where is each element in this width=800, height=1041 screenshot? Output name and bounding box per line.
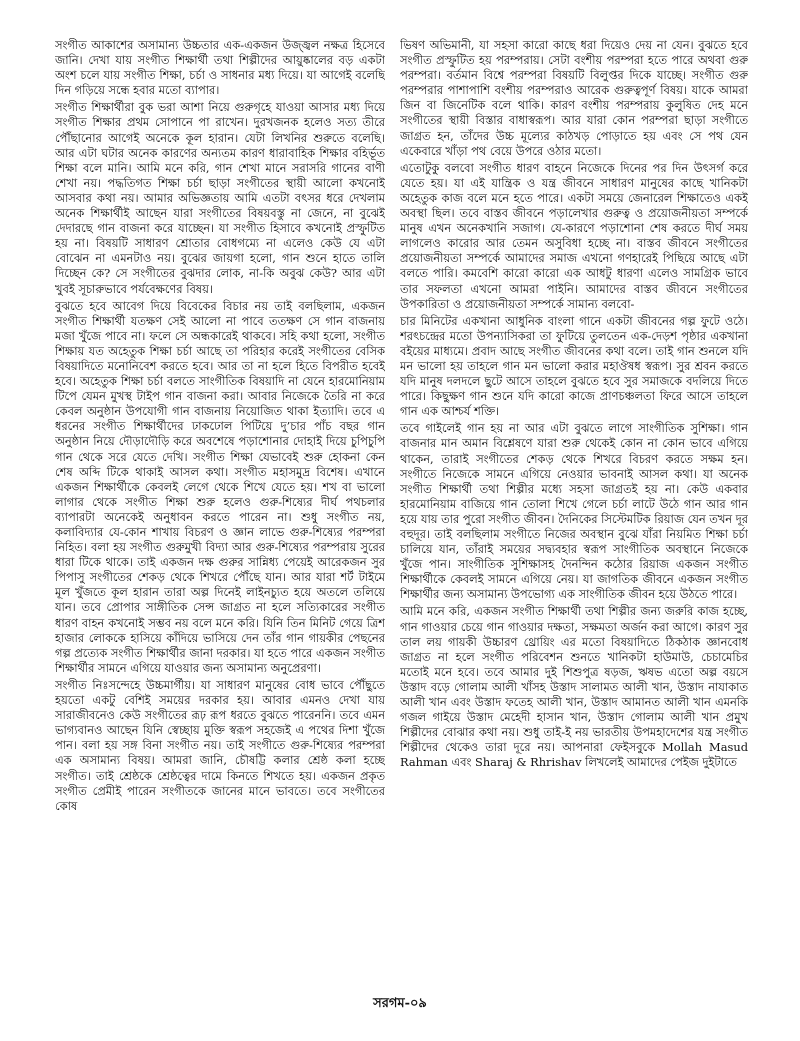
- right-column: [400, 38, 748, 978]
- left-paragraph-2: সংগীত শিক্ষার্থীরা বুক ভরা আশা নিয়ে গুরুগৃহে যাওয়া আসার মধ্য দিয়ে সংগীত শিক্ষার প্রথম সোপানে পা রাখেন। দুরখজনক হলেও সত্য তীরে পৌঁছানোর আগেই অনেকে কূল হারান। যেটা লিখনির শুরুতে বলেছি। আর এটা ঘটার অনেক কারণের অন্যতম কারণ ধারাবাহিক শিক্ষার বহির্ভূত শিক্ষা বলে মানি। আমি মনে করি, গান শেখা মানে সরাসরি গানের বাণী শেখা নয়। পদ্ধতিগত শিক্ষা চর্চা ছাড়া সংগীতের স্থায়ী আলো কখনোই আসবার কথা নয়। আমার অভিজ্ঞতায় আমি এতটা বৎসর ধরে দেখলাম অনেক শিক্ষার্থীই আছেন যারা সংগীতের বিষয়বস্তু না জেনে, না বুঝেই দেদারছে গান বাজনা করে যাচ্ছেন। যা সংগীত হিসাবে কখনোই প্রস্ফুটিত হয় না। বিষয়টি সাধারণ শ্রোতার বোধগম্যে না এলেও কেউ যে এটা বোঝেন না এমনটাও নয়। বুঝের জায়গা হলো, গান শুনে হাতে তালি দিচ্ছেন কে? সে সংগীতের বুঝদার লোক, না-কি অবুঝ কেউ? আর এটা খুবই সূচারুভাবে পর্যবেক্ষণের বিষয়।: [55, 100, 385, 296]
- left-paragraph-1: সংগীত আকাশের অসামান্য উচ্চতার এক-একজন উজ্জ্বল নক্ষত্র হিসেবে জানি। দেখা যায় সংগীত শিক্ষার্থী তথা শিল্পীদের আয়ুষ্কালের বড় একটা অংশ চলে যায় সংগীত শিক্ষা, চর্চা ও সাধনার মধ্য দিয়ে। যা আগেই বলেছি দিন গড়িয়ে সন্ধে হবার মতো ব্যাপার।: [55, 38, 385, 98]
- right-paragraph-1: ভিষণ অভিমানী, যা সহসা কারো কাছে ধরা দিয়েও দেয় না যেন। বুঝতে হবে সংগীত প্রস্ফুটিত হয় পরম্পরায়। সেটা বংশীয় পরম্পরা হতে পারে অথবা গুরু পরম্পরা। বর্তমান বিশ্বে পরম্পরা বিষয়টি বিলুপ্তর দিকে যাচ্ছে। সংগীত গুরু পরম্পরার পাশাপাশি বংশীয় পরম্পরাও আরেক গুরুত্বপূর্ণ বিষয়। যাকে আমরা জিন বা জিনেটিক বলে থাকি। কারণ বংশীয় পরম্পরায় কুলুষিত দেহ মনে সংগীতের স্থায়ী বিস্তার বাধাস্বরূপ। আর যারা কোন পরম্পরা ছাড়া সংগীতে জাগ্রত হন, তাঁদের উচ্চ মূল্যের কাঠখড় পোড়াতে হয় এবং সে পথ যেন একেবারে খাঁড়া পথ বেয়ে উপরে ওঠার মতো।: [400, 38, 748, 158]
- page-number: সরগম-০৯: [373, 996, 427, 1011]
- right-paragraph-3: চার মিনিটের একখানা আধুনিক বাংলা গানে একটা জীবনের গল্প ফুটে ওঠে। শরৎচন্দ্রের মতো উপন্যাসিকরা তা ফুটিয়ে তুলতেন এক-দেড়শ পৃষ্ঠার একখানা বইয়ের মাধ্যমে। প্রবাদ আছে সংগীত জীবনের কথা বলে। তাই গান শুনলে যদি মন ভালো হয় তাহলে গান মন ভালো করার মহাঔষধ স্বরূপ। সুর শ্রবন করতে যদি মানুষ দলদলে ছুটে আসে তাহলে বুঝতে হবে সুর সমাজকে বদলিয়ে দিতে পারে। কিছুক্ষণ গান শুনে যদি কারো কাজে প্রাণচঞ্চলতা ফিরে আসে তাহলে গান এক আশ্চর্য শক্তি।: [400, 313, 748, 419]
- right-paragraph-5: আমি মনে করি, একজন সংগীত শিক্ষার্থী তথা শিল্পীর জন্য জরুরি কাজ হচ্ছে, গান গাওয়ার চেয়ে গান গাওয়ার দক্ষতা, সক্ষমতা অর্জন করা আগে। কারণ সুর তাল লয় গায়কী উচ্চারণ থ্রোয়িং এর মতো বিষয়াদিতে ঠিকঠাক জ্ঞানবোধ জাগ্রত না হলে সংগীত পরিবেশন শুনতে খানিকটা হাউমাউ, চেচামেচির মতোই মনে হবে। তবে আমার দুই শিশুপুত্র ষড়জ, ঋষভ এতো অল্প বয়সে উস্তাদ বড়ে গোলাম আলী খাঁসহ উস্তাদ সালামত আলী খান, উস্তাদ নাযাকাত আলী খান এবং উস্তাদ ফতেহ আলী খান, উস্তাদ আমানত আলী খান এমনকি গজল গাইয়ে উস্তাদ মেহেদী হাসান খান, উস্তাদ গোলাম আলী খান প্রমুখ শিল্পীদের বোঝার কথা নয়। শুধু তাই-ই নয় ভারতীয় উপমহাদেশের যন্ত্র সংগীত শিল্পীদের থেকেও তারা দূরে নয়। আপনারা ফেইসবুকে Mollah Masud Rahman এবং Sharaj & Rhrishav লিখলেই আমাদের পেইজ দুইটাতে: [400, 604, 748, 770]
- right-paragraph-2: এতোটুকু বলবো সংগীত ধারণ বাহনে নিজেকে দিনের পর দিন উৎসর্গ করে যেতে হয়। যা এই যান্ত্রিক ও যন্ত্র জীবনে সাধারণ মানুষের কাছে খানিকটা অহেতুক কাজ বলে মনে হতে পারে। একটা সময়ে জেনারেল শিক্ষাতেও একই অবস্থা ছিল। তবে বাস্তব জীবনে পড়ালেখার গুরুত্ব ও প্রয়োজনীয়তা সম্পর্কে মানুষ এখন অনেকখানি সজাগ। যে-কারণে পড়াশোনা শেষ করতে দীর্ঘ সময় লাগলেও কারোর আর তেমন অসুবিধা হচ্ছে না। বাস্তব জীবনে সংগীতের প্রয়োজনীয়তা সম্পর্কে আমাদের সমাজ এখনো গণহারেই পিছিয়ে আছে এটা বলতে পারি। কমবেশি কারো কারো এক আধটু ধারণা এলেও সামগ্রিক ভাবে তার সফলতা এখনো আমরা পাইনি। আমাদের বাস্তব জীবনে সংগীতের উপকারিতা ও প্রয়োজনীয়তা সম্পর্কে সামান্য বলবো-: [400, 160, 748, 311]
- left-column: [55, 38, 385, 978]
- left-paragraph-4: সংগীত নিঃসন্দেহে উচ্চমার্গীয়। যা সাধারণ মানুষের বোধ ভাবে পৌঁছুতে হয়তো একটু বেশিই সময়ের দরকার হয়। আবার এমনও দেখা যায় সারাজীবনেও কেউ সংগীতের রূঢ় রূপ ধরতে বুঝতে পারেননি। তবে এমন ভাগ্যবানও আছেন যিনি স্বেচ্ছায় মুক্তি স্বরূপ সহজেই এ পথের দিশা খুঁজে পান। বলা হয় সঙ্গ বিনা সংগীত নয়। তাই সংগীতে গুরু-শিষ্যের পরম্পরা এক অসামান্য বিষয়। আমরা জানি, চৌষট্টি কলার শ্রেষ্ঠ কলা হচ্ছে সংগীত। তাই শ্রেষ্ঠকে শ্রেষ্ঠত্বের দামে কিনতে শিখতে হয়। একজন প্রকৃত সংগীত প্রেমীই পারেন সংগীতকে জানের মানে ভাবতে। তবে সংগীতের কোষ: [55, 677, 385, 813]
- left-paragraph-3: বুঝতে হবে আবেগ দিয়ে বিবেকের বিচার নয় তাই বলছিলাম, একজন সংগীত শিক্ষার্থী যতক্ষণ সেই আলো না পাবে ততক্ষণ সে গান বাজনায় মজা খুঁজে পাবে না। ফলে সে অন্ধকারেই থাকবে। সহি কথা হলো, সংগীত শিক্ষায় যত অহেতুক শিক্ষা চর্চা আছে তা পরিহার করেই সংগীতের বেসিক বিষয়াদিতে মনোনিবেশ করতে হবে। আর তা না হলে হিতে বিপরীত হবেই হবে। অহেতুক শিক্ষা চর্চা বলতে সাংগীতিক বিষয়াদি না যেনে হারমোনিয়াম টিপে যেমন মুখস্থ টাইপ গান বাজনা করা। আবার নিজেকে তৈরি না করে কেবল অনুষ্ঠান উপযোগী গান বাজনায় নিয়োজিত থাকা ইত্যাদি। তবে এ ধরনের সংগীত শিক্ষার্থীদের ঢাকঢোল পিটিয়ে দু’চার পাঁচ বছর গান অনুষ্ঠান নিয়ে দৌড়াদৌড়ি করে অবশেষে পড়াশোনার দোহাই দিয়ে চুপিচুপি গান থেকে সরে যেতে দেখি। সংগীত শিক্ষা যেভাবেই শুরু হোকনা কেন শেষ অব্দি টিকে থাকাই আসল কথা। সংগীত মহাসমুদ্র বিশেষ। এখানে একজন শিক্ষার্থীকে কেবলই লেগে থেকে শিখে যেতে হয়। শখ বা ভালো লাগার থেকে সংগীত শিক্ষা শুরু হলেও গুরু-শিষ্যের দীর্ঘ পথচলার ব্যাপারটা অনেকেই অনুধাবন করতে পারেন না। শুধু সংগীত নয়, কলাবিদ্যার যে-কোন শাখায় বিচরণ ও জ্ঞান লাভে গুরু-শিষ্যের পরম্পরা নিহিত। বলা হয় সংগীত গুরুমুখী বিদ্যা আর গুরু-শিষ্যের পরম্পরায় সুরের ধারা টিকে থাকে। তাই একজন দক্ষ গুরুর সান্নিধ্য পেয়েই আরেকজন সুর পিপাসু সংগীতের শেকড় থেকে শিখরে পৌঁছে যান। আর যারা শর্ট টাইমে মূল খুঁজতে কূল হারান তারা অল্প দিনেই লাইনচ্যুত হয়ে অতলে তলিয়ে যান। তবে প্রোপার সাঙ্গীতিক সেন্স জাগ্রত না হলে সত্যিকারের সংগীত ধারণ বাহন কখনোই সম্ভব নয় বলে মনে করি। যিনি তিন মিনিট গেয়ে ত্রিশ হাজার লোককে হাসিয়ে কাঁদিয়ে ভাসিয়ে দেন তাঁর গান গায়কীর পেছনের গল্প প্রত্যেক সংগীত শিক্ষার্থীর জানা দরকার। যা হতে পারে একজন সংগীত শিক্ষার্থীর সামনে এগিয়ে যাওয়ার জন্য অসামান্য অনুপ্রেরণা।: [55, 298, 385, 675]
- right-paragraph-4: তবে গাইলেই গান হয় না আর এটা বুঝতে লাগে সাংগীতিক সুশিক্ষা। গান বাজনার মান অমান বিশ্লেষণে যারা শুরু থেকেই কোন না কোন ভাবে এগিয়ে থাকেন, তারাই সংগীতের শেকড় থেকে শিখরে বিচরণ করতে সক্ষম হন। সংগীতে নিজেকে সামনে এগিয়ে নেওয়ার ভাবনাই আসল কথা। যা অনেক সংগীত শিক্ষার্থী তথা শিল্পীর মধ্যে সহসা জাগ্রতই হয় না। কেউ একবার হারমোনিয়াম বাজিয়ে গান তোলা শিখে গেলে চর্চা লাটে উঠে গান আর গান হয়ে যায় তার পুরো সংগীত জীবন। দৈনিকের সিস্টেমটিক রিয়াজ যেন তখন দূর বহুদূর। তাই বলছিলাম সংগীতে নিজের অবস্থান বুঝে যাঁরা নিয়মিত শিক্ষা চর্চা চালিয়ে যান, তাঁরাই সময়ের সদ্ব্যবহার স্বরূপ সাংগীতিক অবস্থানে নিজেকে খুঁজে পান। সাংগীতিক সুশিক্ষাসহ দৈনন্দিন কঠোর রিয়াজ একজন সংগীত শিক্ষার্থীকে কেবলই সামনে এগিয়ে নেয়। যা জাগতিক জীবনে একজন সংগীত শিক্ষার্থীর জন্য অসামান্য উপভোগ্য এক সাংগীতিক জীবন হয়ে উঠতে পারে।: [400, 421, 748, 602]
